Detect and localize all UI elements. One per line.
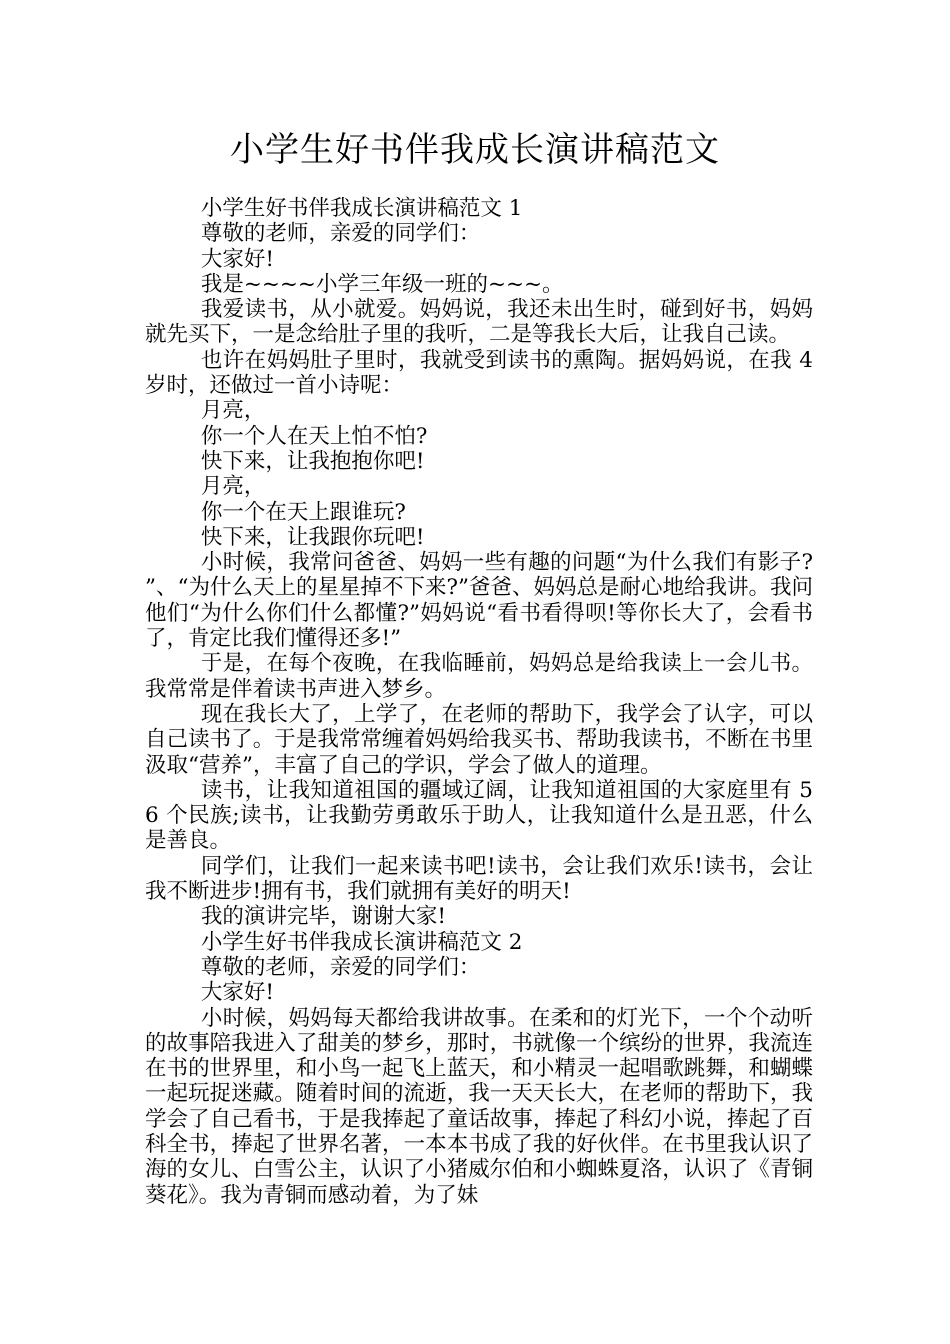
poem-line: 月亮， [200, 474, 266, 500]
paragraph: 我是~~~~小学三年级一班的~~~。 [200, 271, 564, 297]
greeting: 大家好! [200, 246, 275, 272]
paragraph: 我的演讲完毕，谢谢大家! [200, 904, 447, 930]
document-body [145, 196, 813, 1208]
paragraph: 小时候，妈妈每天都给我讲故事。在柔和的灯光下，一个个动听的故事陪我进入了甜美的梦乡，那时，书就像一个缤纷的世界，我流连在书的世界里，和小鸟一起飞上蓝天，和小精灵一起唱歌跳舞，和蝴蝶一起玩捉迷藏。随着时间的流逝，我一天天长大，在老师的帮助下，我学会了自己看书，于是我捧起了童话故事，捧起了科幻小说，捧起了百科全书，捧起了世界名著，一本本书成了我的好伙伴。在书里我认识了海的女儿、白雪公主，认识了小猪威尔伯和小蜘蛛夏洛，认识了《青铜葵花》。我为青铜而感动着，为了妹 [145, 1005, 813, 1208]
paragraph: 于是，在每个夜晚，在我临睡前，妈妈总是给我读上一会儿书。我常常是伴着读书声进入梦乡。 [145, 651, 813, 702]
poem-line: 月亮， [200, 398, 266, 424]
paragraph: 我爱读书，从小就爱。妈妈说，我还未出生时，碰到好书，妈妈就先买下，一是念给肚子里的我听，二是等我长大后，让我自己读。 [145, 297, 813, 348]
poem-line: 快下来，让我跟你玩吧! [200, 524, 425, 550]
section-heading-1: 小学生好书伴我成长演讲稿范文 1 [200, 196, 523, 221]
poem-line: 你一个在天上跟谁玩? [200, 499, 406, 525]
paragraph: 读书，让我知道祖国的疆域辽阔，让我知道祖国的大家庭里有 56 个民族;读书，让我勤劳勇敢乐于助人，让我知道什么是丑恶，什么是善良。 [145, 777, 813, 854]
poem-line: 你一个人在天上怕不怕? [200, 423, 428, 449]
document-title: 小学生好书伴我成长演讲稿范文 [230, 130, 720, 170]
paragraph: 同学们，让我们一起来读书吧!读书，会让我们欢乐!读书，会让我不断进步!拥有书，我们就拥有美好的明天! [145, 853, 813, 905]
paragraph: 也许在妈妈肚子里时，我就受到读书的熏陶。据妈妈说，在我 4 岁时，还做过一首小诗呢： [145, 347, 813, 399]
salutation: 尊敬的老师，亲爱的同学们： [200, 954, 481, 980]
greeting: 大家好! [200, 980, 275, 1006]
poem-line: 快下来，让我抱抱你吧! [200, 448, 425, 474]
section-heading-2: 小学生好书伴我成长演讲稿范文 2 [200, 929, 523, 955]
salutation: 尊敬的老师，亲爱的同学们： [200, 221, 481, 247]
paragraph: 小时候，我常问爸爸、妈妈一些有趣的问题“为什么我们有影子?”、“为什么天上的星星掉不下来?”爸爸、妈妈总是耐心地给我讲。我问他们“为什么你们什么都懂?”妈妈说“看书看得呗!等你长大了，会看书了，肯定比我们懂得还多!” [145, 550, 814, 652]
paragraph: 现在我长大了，上学了，在老师的帮助下，我学会了认字，可以自己读书了。于是我常常缠着妈妈给我买书、帮助我读书，不断在书里汲取“营养”，丰富了自己的学识，学会了做人的道理。 [145, 701, 813, 778]
